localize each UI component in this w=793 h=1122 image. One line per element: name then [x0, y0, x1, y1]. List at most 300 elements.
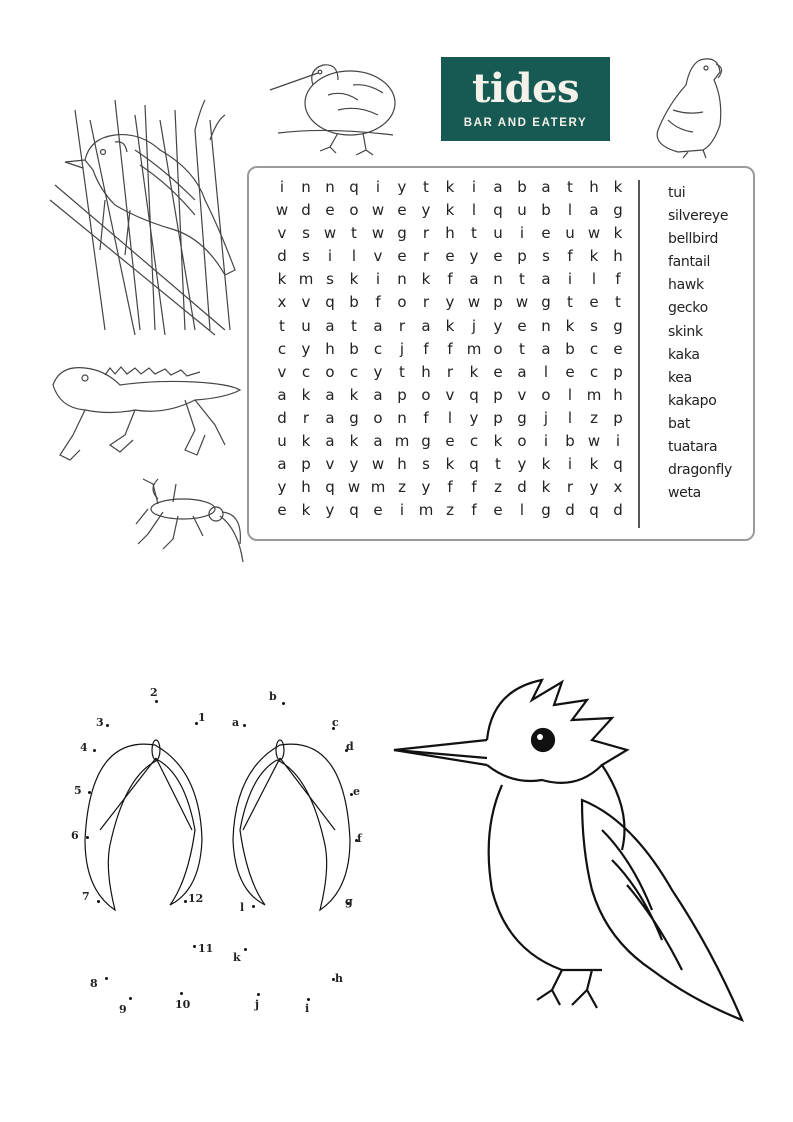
grid-letter: r [302, 408, 310, 427]
grid-letter: n [397, 270, 407, 289]
connect-dot [180, 992, 183, 995]
grid-letter: l [519, 501, 525, 520]
grid-letter: h [397, 455, 407, 474]
dot-label: 2 [150, 686, 158, 699]
grid-letter: v [325, 455, 335, 474]
word-list-divider [638, 180, 640, 528]
grid-letter: u [565, 224, 575, 243]
connect-dot [252, 905, 255, 908]
grid-letter: y [589, 478, 599, 497]
grid-letter: e [613, 339, 623, 358]
logo-tagline: BAR AND EATERY [463, 117, 588, 129]
grid-row [270, 430, 630, 453]
grid-letter: i [471, 178, 477, 196]
connect-dot [184, 900, 187, 903]
grid-letter: k [493, 432, 503, 451]
grid-letter: f [447, 270, 453, 289]
weta-insect-illustration [128, 474, 246, 566]
grid-letter: w [371, 224, 385, 243]
word-list-item: skink [668, 323, 703, 340]
grid-row [270, 407, 630, 430]
grid-letter: y [373, 362, 383, 381]
connect-dot [257, 993, 260, 996]
grid-letter: t [399, 362, 405, 381]
grid-row [270, 222, 630, 245]
grid-letter: w [371, 455, 385, 474]
grid-letter: t [495, 455, 501, 474]
grid-letter: a [325, 316, 335, 335]
grid-letter: d [301, 201, 311, 220]
grid-letter: y [277, 478, 287, 497]
grid-letter: h [589, 178, 599, 196]
grid-letter: o [349, 201, 359, 220]
grid-letter: s [422, 455, 430, 474]
grid-letter: l [567, 385, 573, 404]
grid-letter: l [567, 408, 573, 427]
grid-letter: f [567, 247, 573, 266]
grid-letter: s [302, 224, 310, 243]
grid-letter: n [397, 408, 407, 427]
grid-letter: q [613, 455, 623, 474]
grid-letter: l [351, 247, 357, 266]
connect-dot [155, 700, 158, 703]
grid-letter: a [277, 455, 287, 474]
kingfisher-illustration [392, 670, 752, 1040]
grid-letter: o [325, 362, 335, 381]
grid-letter: m [466, 339, 482, 358]
grid-letter: q [589, 501, 599, 520]
grid-letter: m [394, 432, 410, 451]
grid-letter: q [325, 293, 335, 312]
grid-letter: w [515, 293, 529, 312]
grid-letter: f [447, 478, 453, 497]
grid-letter: u [277, 432, 287, 451]
grid-letter: y [421, 478, 431, 497]
grid-letter: n [325, 178, 335, 196]
grid-letter: t [351, 316, 357, 335]
grid-letter: w [347, 478, 361, 497]
grid-row [270, 199, 630, 222]
grid-letter: f [447, 339, 453, 358]
grid-letter: l [591, 270, 597, 289]
grid-letter: h [613, 385, 623, 404]
connect-dot [88, 791, 91, 794]
grid-row [270, 361, 630, 384]
grid-letter: v [517, 385, 527, 404]
grid-letter: w [587, 432, 601, 451]
grid-letter: w [323, 224, 337, 243]
grid-letter: f [375, 293, 381, 312]
grid-letter: a [541, 339, 551, 358]
grid-letter: q [469, 385, 479, 404]
grid-letter: i [567, 455, 573, 474]
grid-letter: a [373, 316, 383, 335]
grid-letter: k [589, 247, 599, 266]
grid-letter: v [277, 362, 287, 381]
grid-letter: r [422, 247, 430, 266]
grid-letter: g [613, 316, 623, 335]
dot-label: h [335, 972, 343, 985]
letter-grid [270, 176, 630, 522]
grid-row [270, 245, 630, 268]
grid-row [270, 476, 630, 499]
grid-letter: i [543, 432, 549, 451]
grid-letter: s [590, 316, 598, 335]
kaka-parrot-illustration [648, 50, 740, 160]
grid-letter: k [277, 270, 287, 289]
word-list-item: gecko [668, 300, 708, 317]
grid-letter: y [397, 178, 407, 196]
grid-letter: w [467, 293, 481, 312]
grid-letter: e [493, 362, 503, 381]
grid-letter: a [469, 270, 479, 289]
grid-letter: y [469, 408, 479, 427]
grid-letter: z [590, 408, 598, 427]
grid-letter: e [445, 247, 455, 266]
grid-letter: e [277, 501, 287, 520]
grid-letter: l [471, 201, 477, 220]
word-list-item: bat [668, 415, 691, 432]
grid-letter: f [471, 501, 477, 520]
word-list-item: fantail [668, 254, 711, 271]
dot-label: j [255, 998, 259, 1011]
grid-letter: w [371, 201, 385, 220]
grid-letter: d [517, 478, 527, 497]
grid-letter: t [351, 224, 357, 243]
dot-label: e [353, 785, 360, 798]
grid-row [270, 315, 630, 338]
grid-letter: c [469, 432, 479, 451]
grid-letter: x [613, 478, 623, 497]
dot-label: i [305, 1002, 310, 1015]
grid-letter: k [445, 316, 455, 335]
grid-letter: p [613, 362, 623, 381]
grid-row [270, 453, 630, 476]
grid-letter: r [398, 316, 406, 335]
grid-letter: k [541, 455, 551, 474]
word-list-item: kakapo [668, 392, 717, 409]
grid-letter: a [541, 270, 551, 289]
dot-label: 3 [96, 716, 104, 729]
grid-letter: i [519, 224, 525, 243]
dot-label: 12 [188, 892, 204, 905]
grid-letter: p [493, 293, 503, 312]
word-list-item: tui [668, 185, 686, 201]
dot-label: 8 [90, 977, 98, 990]
grid-letter: l [567, 201, 573, 220]
grid-letter: m [370, 478, 386, 497]
grid-letter: d [277, 247, 287, 266]
word-list-item: silvereye [668, 208, 729, 225]
grid-letter: k [445, 178, 455, 196]
grid-row [270, 338, 630, 361]
grid-letter: v [277, 224, 287, 243]
grid-letter: e [541, 224, 551, 243]
grid-letter: p [397, 385, 407, 404]
grid-letter: v [373, 247, 383, 266]
grid-letter: v [301, 293, 311, 312]
connect-dot [129, 997, 132, 1000]
grid-letter: y [325, 501, 335, 520]
connect-dot [193, 945, 196, 948]
grid-letter: e [373, 501, 383, 520]
grid-letter: i [399, 501, 405, 520]
grid-letter: z [398, 478, 406, 497]
grid-letter: z [446, 501, 454, 520]
kiwi-illustration [268, 55, 400, 160]
word-list-item: dragonfly [668, 462, 732, 479]
grid-letter: y [349, 455, 359, 474]
grid-letter: w [587, 224, 601, 243]
word-list-item: kea [668, 369, 692, 386]
grid-letter: y [301, 339, 311, 358]
grid-letter: k [469, 362, 479, 381]
grid-letter: c [301, 362, 311, 381]
grid-letter: i [327, 247, 333, 266]
grid-letter: b [565, 339, 575, 358]
grid-letter: u [493, 224, 503, 243]
grid-letter: d [277, 408, 287, 427]
grid-letter: s [542, 247, 550, 266]
grid-letter: k [565, 316, 575, 335]
dot-label: b [269, 690, 277, 703]
grid-letter: a [589, 201, 599, 220]
grid-letter: a [277, 385, 287, 404]
grid-letter: y [517, 455, 527, 474]
grid-letter: f [423, 339, 429, 358]
grid-letter: e [445, 432, 455, 451]
grid-letter: t [567, 178, 573, 196]
grid-letter: k [349, 432, 359, 451]
grid-letter: b [541, 201, 551, 220]
grid-letter: e [325, 201, 335, 220]
dot-label: 5 [74, 784, 82, 797]
grid-letter: o [373, 408, 383, 427]
dot-label: c [332, 716, 339, 729]
grid-letter: b [517, 178, 527, 196]
grid-letter: t [615, 293, 621, 312]
grid-letter: l [447, 408, 453, 427]
grid-letter: b [349, 339, 359, 358]
grid-letter: g [613, 201, 623, 220]
grid-letter: g [421, 432, 431, 451]
grid-letter: j [399, 339, 405, 358]
grid-letter: r [566, 478, 574, 497]
grid-letter: c [349, 362, 359, 381]
grid-letter: n [493, 270, 503, 289]
grid-letter: a [373, 385, 383, 404]
tides-logo [441, 57, 610, 141]
grid-letter: d [565, 501, 575, 520]
word-list [668, 182, 754, 505]
grid-letter: a [421, 316, 431, 335]
grid-row [270, 268, 630, 291]
grid-letter: d [613, 501, 623, 520]
word-list-item: kaka [668, 346, 700, 363]
grid-letter: z [494, 478, 502, 497]
grid-letter: q [349, 501, 359, 520]
grid-letter: e [397, 201, 407, 220]
grid-letter: y [445, 293, 455, 312]
connect-dot [97, 900, 100, 903]
dot-label: g [345, 895, 353, 908]
grid-letter: q [493, 201, 503, 220]
grid-letter: p [301, 455, 311, 474]
dot-label: 6 [71, 829, 79, 842]
grid-letter: m [586, 385, 602, 404]
grid-letter: f [471, 478, 477, 497]
grid-letter: q [325, 478, 335, 497]
grid-letter: e [493, 247, 503, 266]
grid-row [270, 499, 630, 522]
grid-letter: i [279, 178, 285, 196]
grid-letter: h [301, 478, 311, 497]
grid-letter: a [541, 178, 551, 196]
grid-letter: s [326, 270, 334, 289]
grid-letter: o [541, 385, 551, 404]
dot-label: 7 [82, 890, 90, 903]
grid-letter: h [613, 247, 623, 266]
tui-bird-on-flax-illustration [45, 90, 245, 340]
grid-letter: q [469, 455, 479, 474]
dot-label: 11 [198, 942, 214, 955]
grid-letter: e [493, 501, 503, 520]
grid-letter: o [397, 293, 407, 312]
grid-letter: a [373, 432, 383, 451]
grid-letter: y [469, 247, 479, 266]
grid-letter: c [589, 339, 599, 358]
grid-letter: k [301, 501, 311, 520]
grid-letter: u [301, 316, 311, 335]
connect-dot [86, 836, 89, 839]
grid-letter: x [277, 293, 287, 312]
grid-letter: i [375, 270, 381, 289]
grid-letter: p [493, 385, 503, 404]
grid-letter: k [541, 478, 551, 497]
grid-letter: f [615, 270, 621, 289]
grid-letter: g [517, 408, 527, 427]
grid-letter: b [349, 293, 359, 312]
connect-dot [243, 724, 246, 727]
grid-letter: r [446, 362, 454, 381]
connect-dot [93, 749, 96, 752]
grid-letter: k [613, 178, 623, 196]
grid-letter: w [275, 201, 289, 220]
grid-letter: a [493, 178, 503, 196]
grid-letter: n [541, 316, 551, 335]
grid-letter: a [325, 432, 335, 451]
grid-letter: g [349, 408, 359, 427]
grid-letter: k [589, 455, 599, 474]
grid-letter: f [423, 408, 429, 427]
grid-letter: b [565, 432, 575, 451]
grid-letter: a [325, 385, 335, 404]
grid-letter: h [421, 362, 431, 381]
grid-letter: c [373, 339, 383, 358]
grid-letter: l [543, 362, 549, 381]
dot-label: 9 [119, 1003, 127, 1016]
grid-letter: k [445, 201, 455, 220]
grid-letter: e [517, 316, 527, 335]
grid-letter: g [397, 224, 407, 243]
dot-label: d [346, 740, 354, 753]
dot-label: k [233, 951, 241, 964]
grid-letter: k [301, 385, 311, 404]
grid-letter: g [541, 501, 551, 520]
connect-dot [244, 948, 247, 951]
grid-letter: v [445, 385, 455, 404]
grid-letter: c [277, 339, 287, 358]
word-list-item: bellbird [668, 231, 719, 248]
grid-letter: p [613, 408, 623, 427]
grid-letter: t [519, 339, 525, 358]
dot-label: l [240, 901, 245, 914]
connect-dot [106, 724, 109, 727]
grid-letter: i [615, 432, 621, 451]
grid-letter: y [421, 201, 431, 220]
grid-letter: t [471, 224, 477, 243]
grid-letter: p [517, 247, 527, 266]
grid-letter: k [445, 455, 455, 474]
dot-label: 4 [80, 741, 88, 754]
grid-letter: q [349, 178, 359, 196]
grid-letter: h [325, 339, 335, 358]
grid-letter: u [517, 201, 527, 220]
connect-dot [307, 998, 310, 1001]
grid-letter: k [421, 270, 431, 289]
grid-letter: y [493, 316, 503, 335]
word-list-item: hawk [668, 277, 704, 294]
connect-dot [282, 702, 285, 705]
grid-letter: k [349, 270, 359, 289]
grid-letter: g [541, 293, 551, 312]
tuatara-illustration [45, 360, 245, 475]
grid-letter: j [471, 316, 477, 335]
grid-letter: c [589, 362, 599, 381]
grid-letter: j [543, 408, 549, 427]
dot-label: 10 [175, 998, 191, 1011]
grid-letter: o [493, 339, 503, 358]
grid-letter: t [567, 293, 573, 312]
connect-dot [105, 977, 108, 980]
word-list-item: tuatara [668, 439, 718, 456]
grid-letter: s [302, 247, 310, 266]
grid-letter: m [418, 501, 434, 520]
grid-letter: h [445, 224, 455, 243]
grid-letter: r [422, 293, 430, 312]
grid-letter: o [517, 432, 527, 451]
grid-letter: m [298, 270, 314, 289]
dot-label: a [232, 716, 240, 729]
grid-letter: t [423, 178, 429, 196]
grid-letter: t [519, 270, 525, 289]
grid-letter: a [517, 362, 527, 381]
grid-letter: e [565, 362, 575, 381]
grid-letter: i [567, 270, 573, 289]
grid-letter: k [301, 432, 311, 451]
grid-row [270, 291, 630, 314]
word-list-item: weta [668, 485, 701, 502]
grid-row [270, 176, 630, 199]
grid-row [270, 384, 630, 407]
grid-letter: p [493, 408, 503, 427]
jandal-dot-to-dot [70, 680, 390, 1020]
grid-letter: e [397, 247, 407, 266]
grid-letter: k [613, 224, 623, 243]
logo-wordmark: tides [471, 65, 580, 112]
dot-label: f [357, 832, 362, 845]
grid-letter: a [325, 408, 335, 427]
